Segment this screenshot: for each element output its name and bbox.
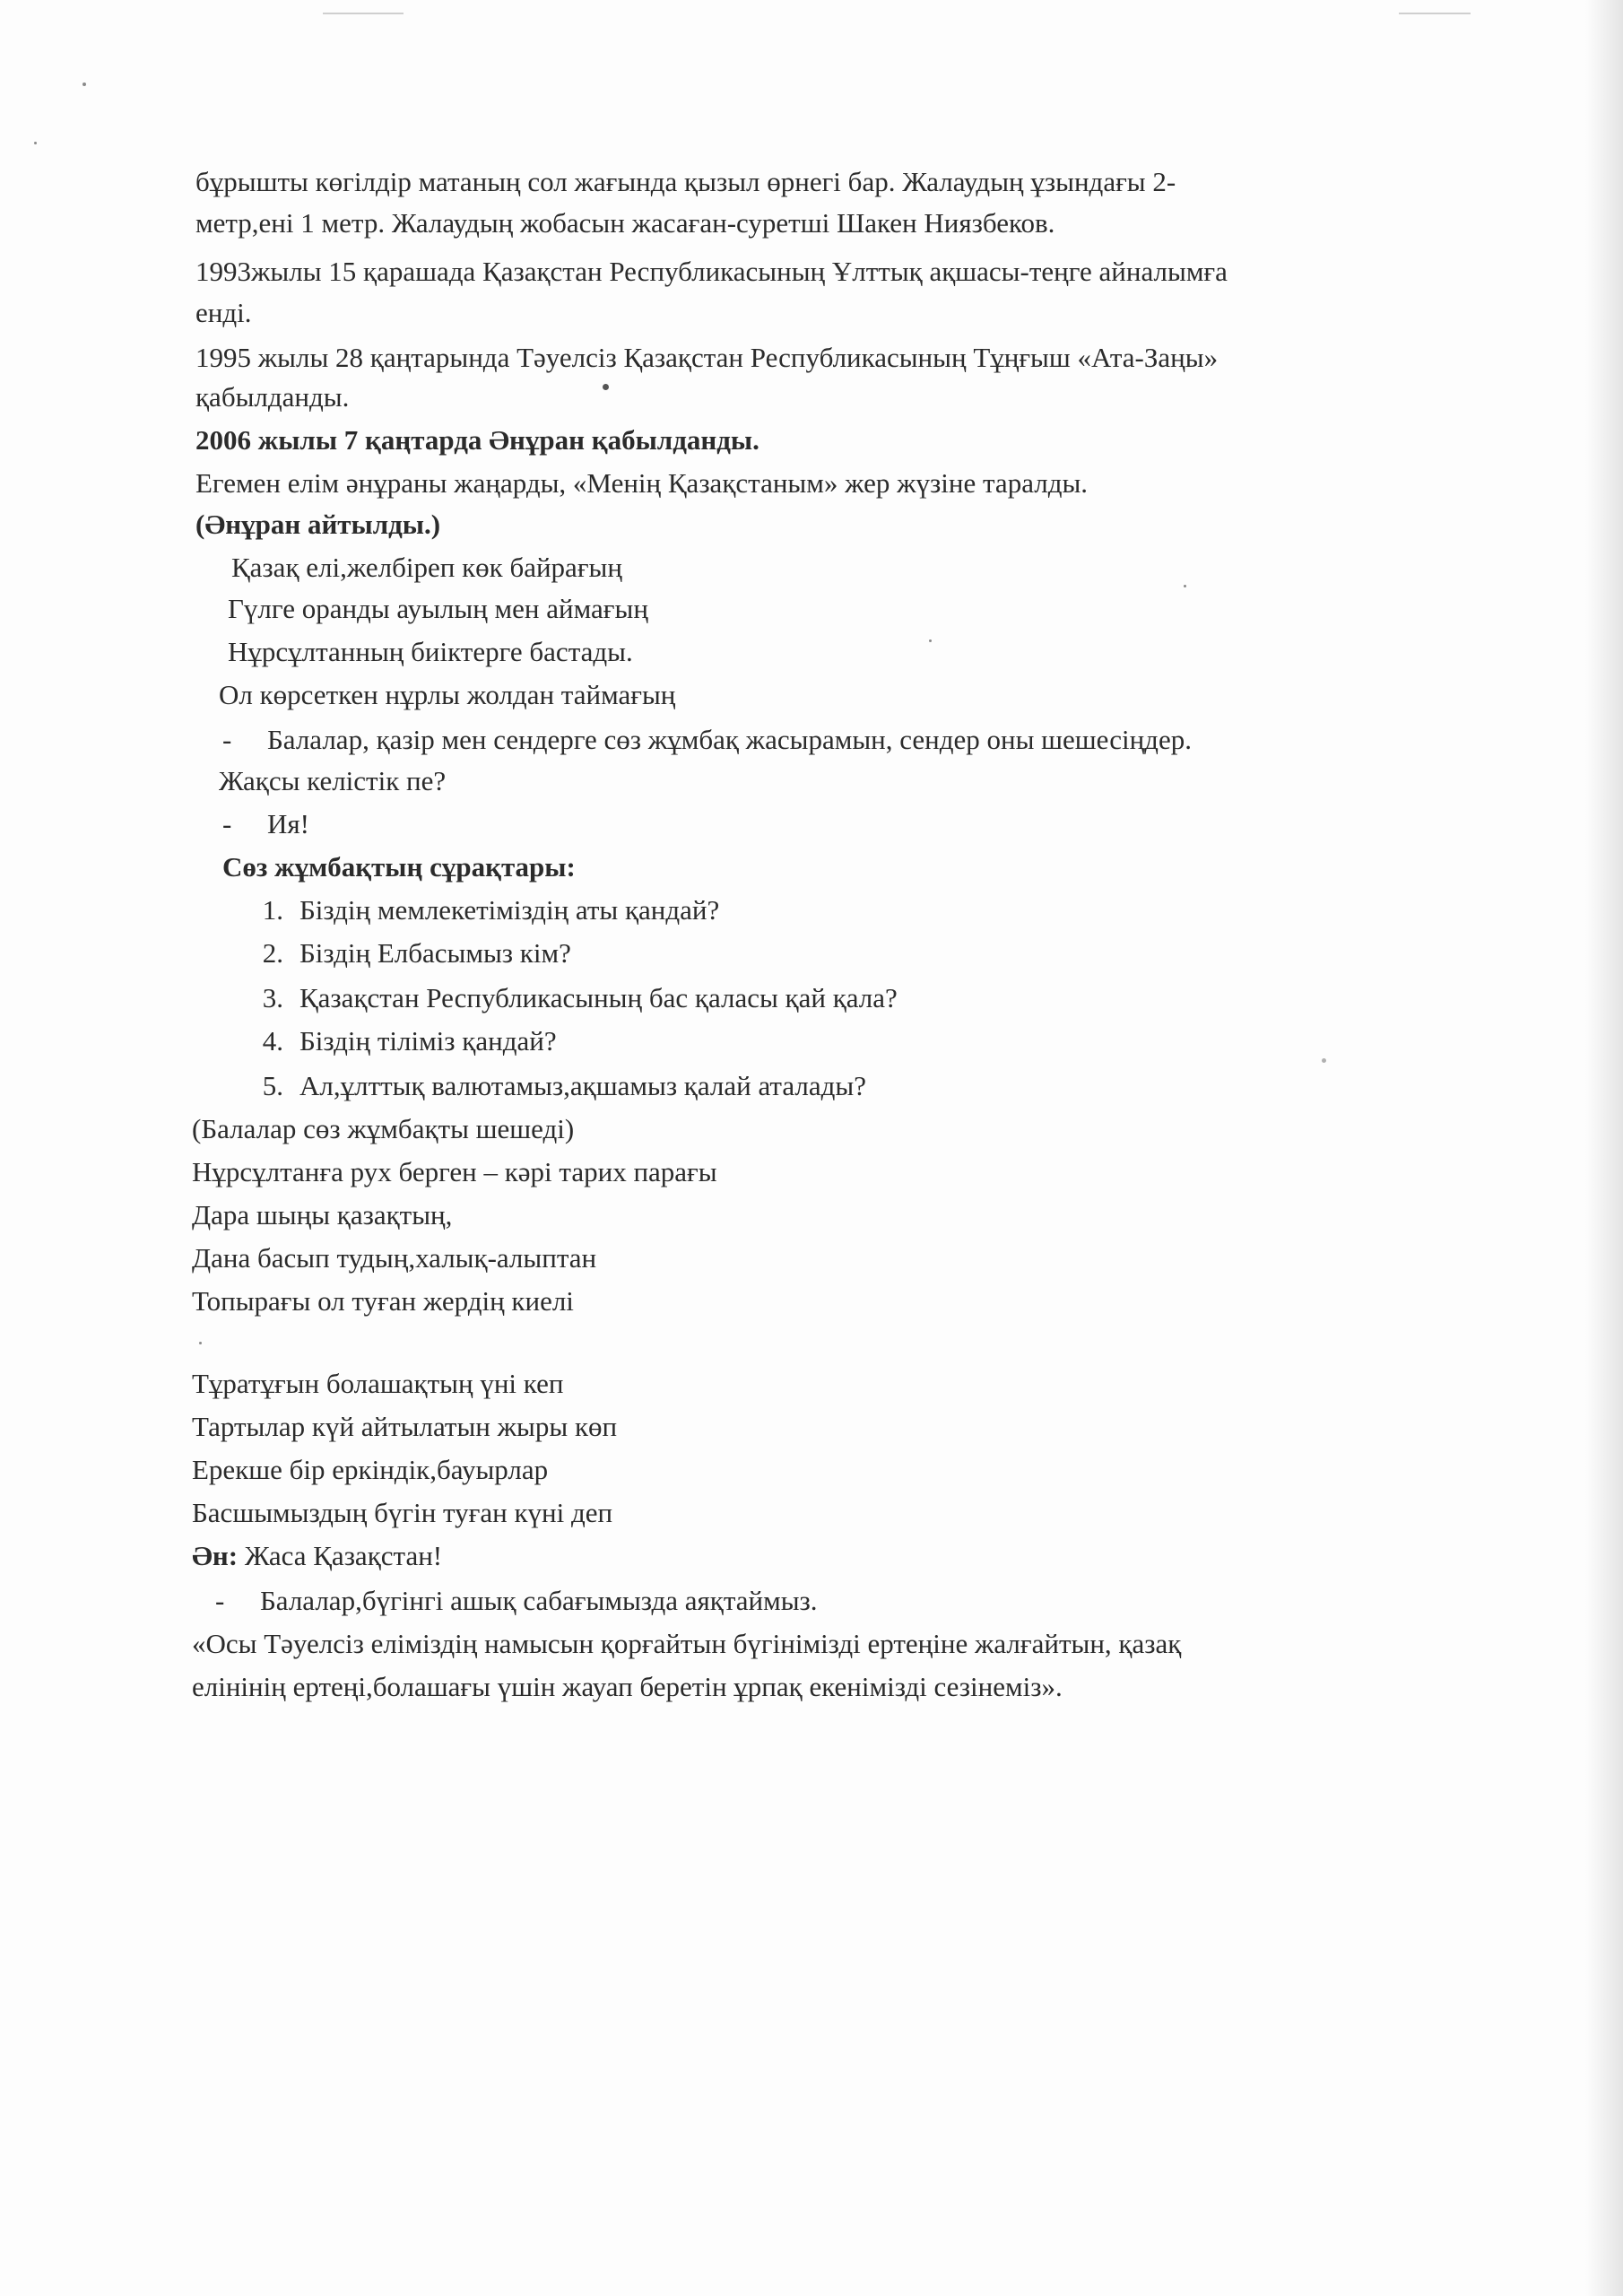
paragraph-anthem: Егемен елім әнұраны жаңарды, «Менің Қазақстаным» жер жүзіне таралды. bbox=[195, 467, 1089, 499]
verse-line: Дана басып тудың,халық-алыптан bbox=[192, 1242, 597, 1274]
scan-mark bbox=[1399, 13, 1471, 14]
dialog-continuation: Жақсы келістік пе? bbox=[219, 765, 447, 796]
paragraph-flag-line1: бұрышты көгілдір матаның сол жағында қызыл өрнегі бар. Жалаудың ұзындағы 2- bbox=[195, 166, 1176, 197]
paragraph-constitution-line2: қабылданды. bbox=[195, 381, 350, 413]
question-item bbox=[242, 890, 719, 931]
scan-speck bbox=[199, 1342, 202, 1344]
solve-note: (Балалар сөз жұмбақты шешеді) bbox=[192, 1113, 575, 1144]
paragraph-currency-line1: 1993жылы 15 қарашада Қазақстан Республикасының Ұлттық ақшасы-теңге айналымға bbox=[195, 256, 1228, 287]
scan-speck bbox=[82, 83, 86, 86]
verse-line: Гүлге оранды ауылың мен аймағың bbox=[228, 593, 648, 624]
question-number: 1. bbox=[262, 894, 283, 926]
question-text: Біздің тіліміз қандай? bbox=[299, 1025, 557, 1057]
question-item bbox=[242, 1021, 557, 1062]
final-quote-line1: «Осы Тәуелсіз еліміздің намысын қорғайтын бүгінімізді ертеңіне жалғайтын, қазақ bbox=[192, 1628, 1182, 1659]
question-text: Біздің Елбасымыз кім? bbox=[299, 937, 571, 969]
scan-speck bbox=[1322, 1058, 1326, 1063]
song-title: Жаса Қазақстан! bbox=[244, 1540, 443, 1571]
questions-heading: Сөз жұмбақтың сұрақтары: bbox=[222, 851, 576, 883]
song-line bbox=[192, 1535, 442, 1577]
verse-line: Тұратұғын болашақтың үні кеп bbox=[192, 1368, 564, 1399]
question-number: 4. bbox=[262, 1025, 283, 1057]
page-edge-shadow bbox=[1585, 0, 1623, 2296]
closing-line bbox=[215, 1580, 818, 1622]
paragraph-currency-line2: енді. bbox=[195, 297, 252, 328]
verse-line: Басшымыздың бүгін туған күні деп bbox=[192, 1497, 613, 1528]
question-number: 5. bbox=[262, 1070, 283, 1101]
scan-speck bbox=[1184, 585, 1186, 587]
question-text: Қазақстан Республикасының бас қаласы қай қала? bbox=[299, 982, 898, 1013]
question-text: Ал,ұлттық валютамыз,ақшамыз қалай аталады? bbox=[299, 1070, 866, 1101]
verse-line: Нұрсұлтанға рух берген – кәрі тарих парағы bbox=[192, 1156, 717, 1187]
verse-line: Қазақ елі,желбіреп көк байрағың bbox=[231, 552, 622, 583]
question-number: 2. bbox=[262, 937, 283, 969]
scan-speck bbox=[603, 384, 609, 390]
scan-speck bbox=[34, 142, 37, 144]
question-item bbox=[242, 933, 571, 974]
dialog-text: Ия! bbox=[267, 808, 309, 839]
dash-marker: - bbox=[215, 1585, 225, 1616]
verse-line: Нұрсұлтанның биіктерге бастады. bbox=[228, 636, 633, 667]
final-quote-line2: елінінің ертеңі,болашағы үшін жауап беретін ұрпақ екенімізді сезінеміз». bbox=[192, 1671, 1063, 1702]
song-label: Ән: bbox=[192, 1540, 239, 1571]
question-item bbox=[242, 1065, 866, 1107]
dialog-line bbox=[222, 719, 1192, 761]
dash-marker: - bbox=[222, 724, 232, 755]
heading-anthem-adopted: 2006 жылы 7 қаңтарда Әнұран қабылданды. bbox=[195, 424, 759, 456]
scan-mark bbox=[323, 13, 404, 14]
question-number: 3. bbox=[262, 982, 283, 1013]
paragraph-constitution-line1: 1995 жылы 28 қаңтарында Тәуелсіз Қазақстан Республикасының Тұңғыш «Ата-Заңы» bbox=[195, 342, 1219, 373]
verse-line: Дара шыңы қазақтың, bbox=[192, 1199, 453, 1231]
closing-text: Балалар,бүгінгі ашық сабағымызда аяқтаймыз. bbox=[260, 1585, 818, 1616]
paragraph-flag-line2: метр,ені 1 метр. Жалаудың жобасын жасаған-суретші Шакен Ниязбеков. bbox=[195, 207, 1055, 239]
verse-line: Ол көрсеткен нұрлы жолдан таймағың bbox=[219, 679, 676, 710]
question-item bbox=[242, 978, 898, 1019]
dash-marker: - bbox=[222, 808, 232, 839]
verse-line: Ерекше бір еркіндік,бауырлар bbox=[192, 1454, 549, 1485]
dialog-text: Балалар, қазір мен сендерге сөз жұмбақ жасырамын, сендер оны шешесіңдер. bbox=[267, 724, 1192, 755]
scan-speck bbox=[929, 639, 932, 642]
anthem-note: (Әнұран айтылды.) bbox=[195, 509, 441, 540]
dialog-line bbox=[222, 804, 309, 845]
verse-line: Тартылар күй айтылатын жыры көп bbox=[192, 1411, 618, 1442]
question-text: Біздің мемлекетіміздің аты қандай? bbox=[299, 894, 720, 926]
verse-line: Топырағы ол туған жердің киелі bbox=[192, 1285, 574, 1317]
